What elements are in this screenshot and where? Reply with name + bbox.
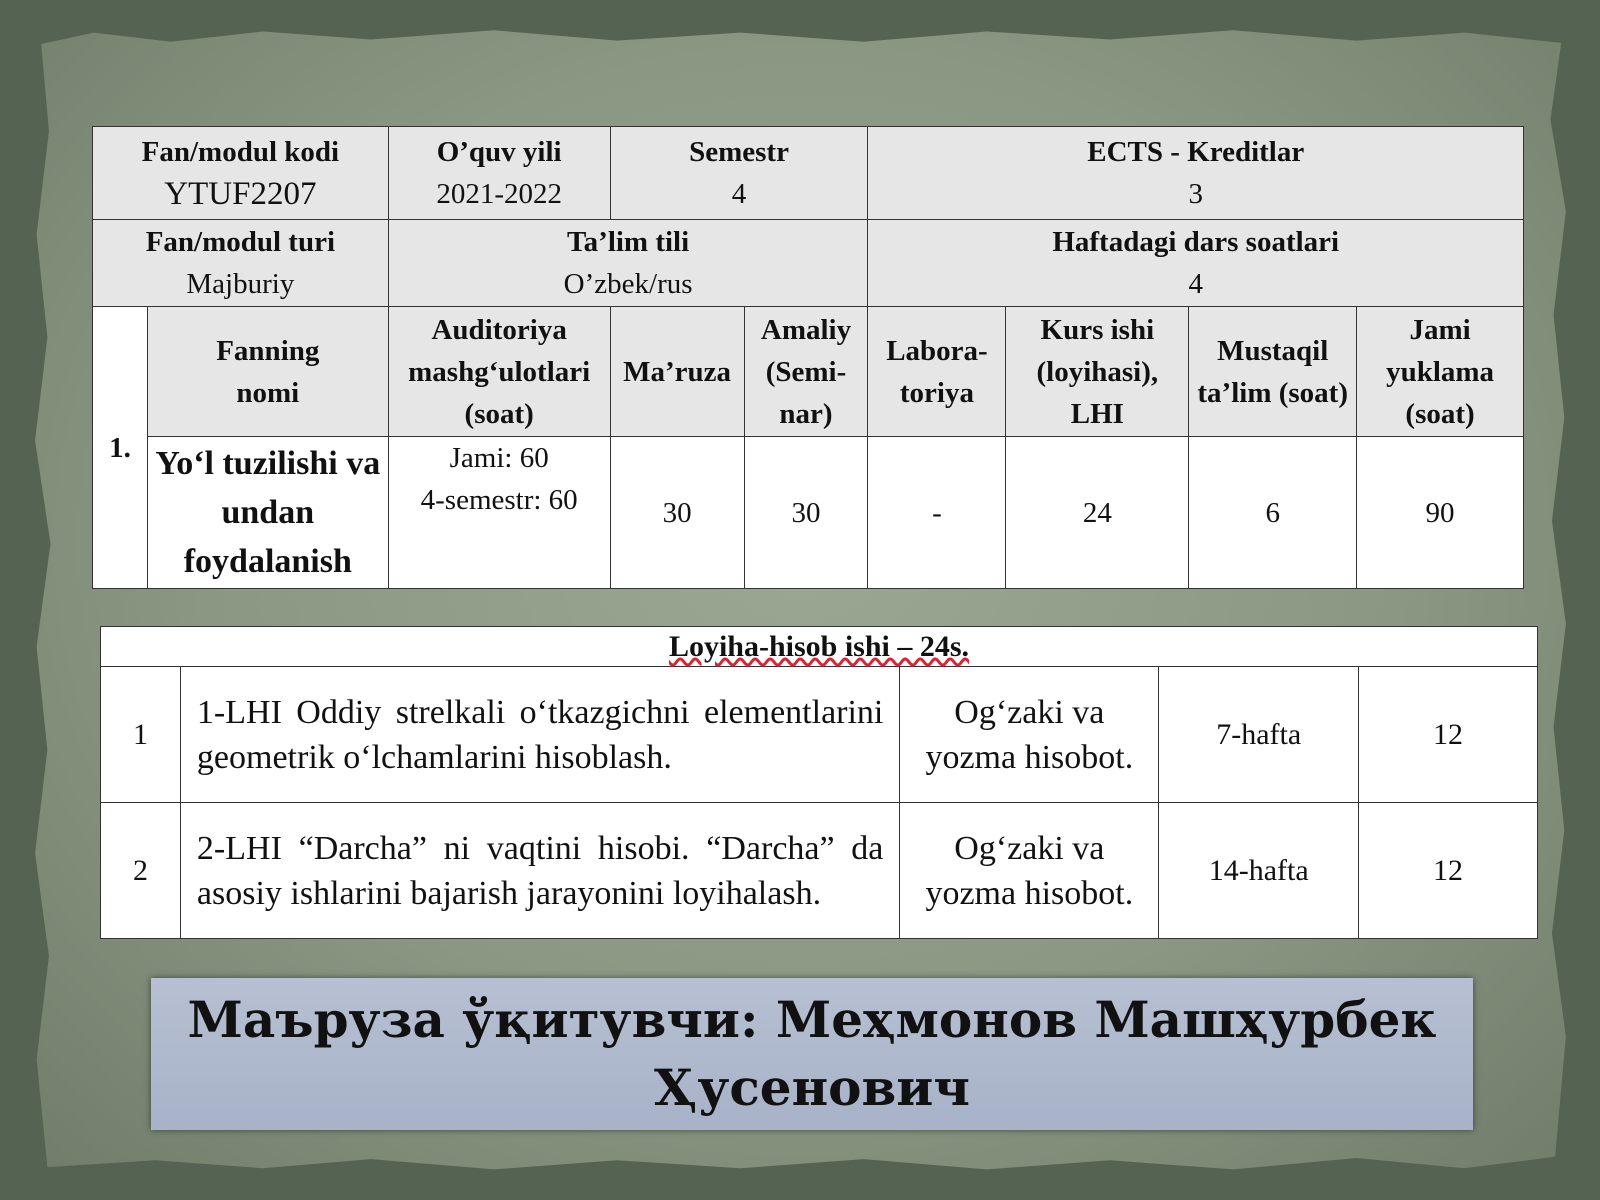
project-week: 14-hafta [1159,803,1359,939]
course-data-row [93,437,1524,589]
code-cell [93,127,389,220]
project-table [100,626,1538,939]
row-number: 1. [93,307,148,589]
project-task: 1-LHI Oddiy strelkali o‘tkazgichni elementlarini geometrik o‘lchamlarini hisoblash. [180,667,899,803]
subject-name: Yo‘l tuzilishi va undan foydalanish [147,437,388,589]
project-number: 1 [101,667,181,803]
header-course-work: Kurs ishi (loyihasi), LHI [1006,307,1189,437]
auditory-hours-cell [388,437,610,589]
type-value: Majburiy [186,268,295,300]
project-form: Og‘zaki va yozma hisobot. [900,667,1159,803]
language-value: O’zbek/rus [563,268,693,300]
project-number: 2 [101,803,181,939]
table-row [101,667,1538,803]
code-label: Fan/modul kodi [141,136,340,168]
lecturer-name [188,986,1437,1122]
ects-label: ECTS - Kreditlar [1087,136,1305,168]
weekly-hours-value: 4 [1188,268,1203,300]
table-row [101,803,1538,939]
project-hours: 12 [1359,803,1538,939]
total-load-hours: 90 [1357,437,1524,589]
lecturer-line-2: Ҳусенович [654,1058,970,1117]
project-form: Og‘zaki va yozma hisobot. [900,803,1159,939]
ects-cell [868,127,1524,220]
header-total-load: Jami yuklama (soat) [1357,307,1524,437]
weekly-hours-cell [868,220,1524,307]
semester-cell [610,127,868,220]
ects-value: 3 [1188,178,1203,210]
year-cell [388,127,610,220]
course-work-hours: 24 [1006,437,1189,589]
weekly-hours-label: Haftadagi dars soatlari [1052,226,1340,258]
semester-value: 4 [731,178,747,210]
language-cell [388,220,868,307]
practice-hours: 30 [744,437,868,589]
project-table-title [101,627,1538,667]
course-row-types [93,220,1524,307]
year-value: 2021-2022 [436,178,562,210]
project-hours: 12 [1359,667,1538,803]
auditory-total: Jami: 60 [449,442,549,474]
year-label: O’quv yili [436,136,562,168]
type-cell [93,220,389,307]
header-subject: Fanning nomi [147,307,388,437]
header-lecture: Ma’ruza [610,307,744,437]
code-value: YTUF2207 [164,176,317,212]
lecturer-banner [151,978,1473,1130]
type-label: Fan/modul turi [145,226,336,258]
lecturer-line-1: Маъруза ўқитувчи: Меҳмонов Машҳурбек [187,990,1437,1049]
language-label: Ta’lim tili [566,226,690,258]
course-header-row [93,307,1524,437]
auditory-semester: 4-semestr: 60 [420,484,578,516]
course-row-codes [93,127,1524,220]
independent-hours: 6 [1189,437,1357,589]
semester-label: Semestr [689,136,789,168]
project-week: 7-hafta [1159,667,1359,803]
lab-hours: - [868,437,1006,589]
project-title-text: Loyiha-hisob ishi – 24s. [668,629,970,663]
project-task: 2-LHI “Darcha” ni vaqtini hisobi. “Darcha” da asosiy ishlarini bajarish jarayonini loyihalash. [180,803,899,939]
course-info-table [92,126,1524,589]
header-auditory: Auditoriya mashg‘ulotlari (soat) [388,307,610,437]
header-independent: Mustaqil ta’lim (soat) [1189,307,1357,437]
header-practice: Amaliy (Semi-nar) [744,307,868,437]
lecture-hours: 30 [610,437,744,589]
project-title-row [101,627,1538,667]
header-lab: Labora-toriya [868,307,1006,437]
